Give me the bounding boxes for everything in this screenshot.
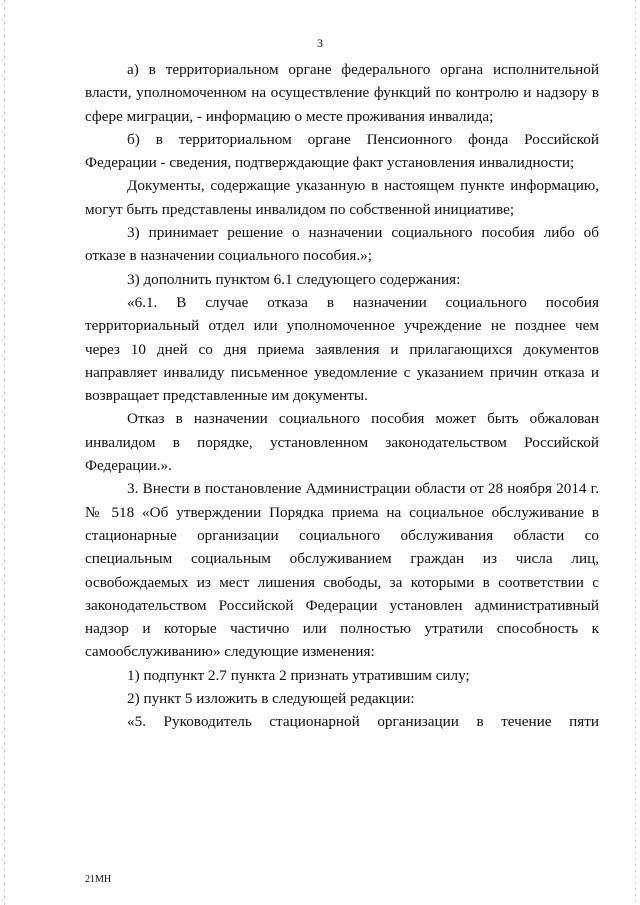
paragraph-decision: 3) принимает решение о назначении социального пособия либо об отказе в назначении социального пособия.»; bbox=[85, 224, 599, 265]
scan-edge-right bbox=[635, 0, 636, 905]
footer-code: 21МН bbox=[85, 874, 112, 885]
paragraph-a-migration: а) в территориальном органе федерального органа исполнительной власти, уполномоченном на осуществление функций по контролю и надзору в сфере миграции, - информацию о месте проживания инвалида; bbox=[85, 61, 599, 125]
scan-edge-left bbox=[4, 0, 5, 905]
document-body bbox=[85, 58, 599, 734]
paragraph-appeal: Отказ в назначении социального пособия может быть обжалован инвалидом в порядке, установленном законодательством Российской Федерации.». bbox=[85, 410, 599, 475]
paragraph-6-1-refusal: «6.1. В случае отказа в назначении социального пособия территориальный отдел или уполномоченное учреждение не позднее чем через 10 дней со дня приема заявления и прилагающихся документов направляет инвалиду письменное уведомление с указанием причин отказа и возвращает представленные им документы. bbox=[85, 293, 599, 405]
paragraph-item-5-text: «5. Руководитель стационарной организации в течение пяти bbox=[127, 713, 599, 731]
paragraph-documents-initiative: Документы, содержащие указанную в настоящем пункте информацию, могут быть представлены инвалидом по собственной инициативе; bbox=[85, 177, 599, 218]
paragraph-item-3-amendment: 3. Внести в постановление Администрации области от 28 ноября 2014 г. № 518 «Об утверждении Порядка приема на социальное обслуживание в стационарные организации социального обслуживания области со специальным социальным обслуживанием граждан из числа лиц, освобождаемых из мест лишения свободы, за которыми в соответствии с законодательством Российской Федерации установлен административный надзор и которые частично или полностью утратили способность к самообслуживанию» следующие изменения: bbox=[85, 480, 599, 661]
paragraph-item-5-edit: 2) пункт 5 изложить в следующей редакции: bbox=[127, 690, 415, 708]
paragraph-add-6-1: 3) дополнить пунктом 6.1 следующего содержания: bbox=[127, 270, 461, 288]
page-number: 3 bbox=[317, 36, 323, 50]
paragraph-subitem-2-7: 1) подпункт 2.7 пункта 2 признать утратившим силу; bbox=[127, 666, 470, 684]
paragraph-b-pension-fund: б) в территориальном органе Пенсионного фонда Российской Федерации - сведения, подтверждающие факт установления инвалидности; bbox=[85, 130, 599, 172]
